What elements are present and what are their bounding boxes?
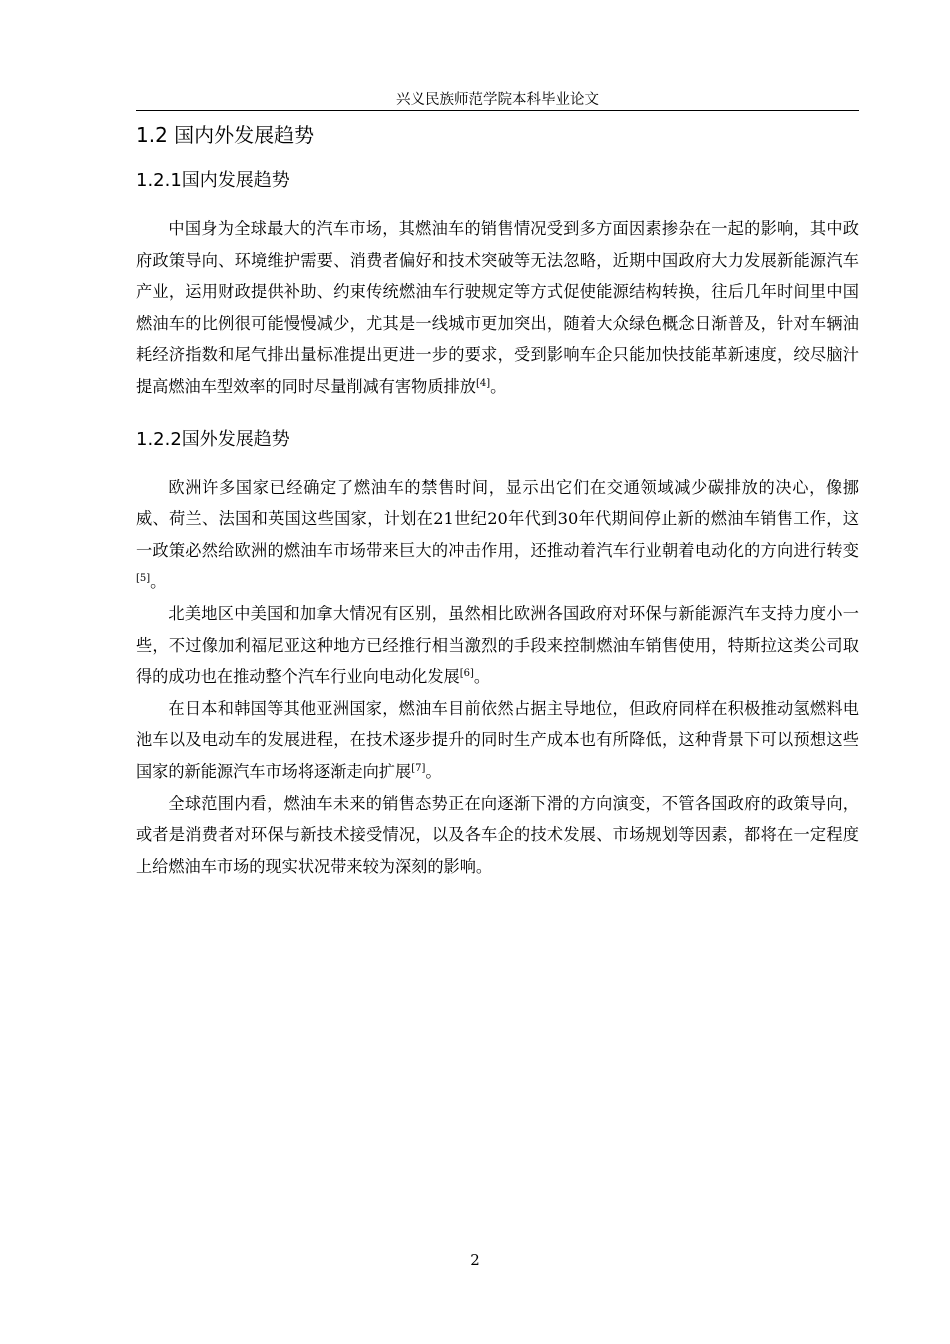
paragraph-text: 全球范围内看，燃油车未来的销售态势正在向逐渐下滑的方向演变，不管各国政府的政策导向，或者是消费者对环保与新技术接受情况，以及各车企的技术发展、市场规划等因素，都将在一定程度上给燃油车市场的现实状况带来较为深刻的影响。	[136, 793, 859, 876]
paragraph-text: 中国身为全球最大的汽车市场，其燃油车的销售情况受到多方面因素掺杂在一起的影响，其中政府政策导向、环境维护需要、消费者偏好和技术突破等无法忽略，近期中国政府大力发展新能源汽车产业，运用财政提供补助、约束传统燃油车行驶规定等方式促使能源结构转换，往后几年时间里中国燃油车的比例很可能慢慢减少，尤其是一线城市更加突出，随着大众绿色概念日渐普及，针对车辆油耗经济指数和尾气排出量标准提出更进一步的要求，受到影响车企只能加快技能革新速度，绞尽脑汁提高燃油车型效率的同时尽量削减有害物质排放	[136, 219, 859, 396]
paragraph-global-outlook	[136, 788, 859, 883]
paragraph-text: 北美地区中美国和加拿大情况有区别，虽然相比欧洲各国政府对环保与新能源汽车支持力度小一些，不过像加利福尼亚这种地方已经推行相当激烈的手段来控制燃油车销售使用，特斯拉这类公司取得的成功也在推动整个汽车行业向电动化发展	[136, 603, 859, 687]
paragraph-north-america	[136, 598, 859, 693]
paragraph-end: 。	[490, 376, 507, 396]
paragraph-domestic-trend	[136, 213, 859, 403]
paragraph-end: 。	[473, 667, 491, 687]
paragraph-end: 。	[425, 761, 442, 781]
running-header: 兴义民族师范学院本科毕业论文	[396, 92, 599, 108]
citation-marker: [4]	[475, 377, 491, 389]
subsection-heading-1-2-1: 1.2.1国内发展趋势	[136, 170, 290, 191]
paragraph-asia	[136, 693, 859, 788]
citation-marker: [7]	[411, 762, 426, 774]
citation-marker: [6]	[459, 668, 474, 680]
page-body	[136, 118, 859, 882]
paragraph-end: 。	[150, 572, 167, 592]
paragraph-text: 在日本和韩国等其他亚洲国家，燃油车目前依然占据主导地位，但政府同样在积极推动氢燃料电池车以及电动车的发展进程，在技术逐步提升的同时生产成本也有所降低，这种背景下可以预想这些国家的新能源汽车市场将逐渐走向扩展	[136, 698, 859, 781]
section-heading-1-2: 1.2 国内外发展趋势	[136, 123, 315, 147]
subsection-heading-1-2-2: 1.2.2国外发展趋势	[136, 428, 290, 450]
page-number: 2	[470, 1251, 480, 1269]
paragraph-text: 欧洲许多国家已经确定了燃油车的禁售时间，显示出它们在交通领域减少碳排放的决心，像挪威、荷兰、法国和英国这些国家，计划在21世纪20年代到30年代期间停止新的燃油车销售工作，这一政策必然给欧洲的燃油车市场带来巨大的冲击作用，还推动着汽车行业朝着电动化的方向进行转变	[136, 477, 859, 560]
paragraph-europe	[136, 472, 859, 598]
citation-marker: [5]	[136, 573, 151, 585]
header-rule	[136, 110, 859, 111]
